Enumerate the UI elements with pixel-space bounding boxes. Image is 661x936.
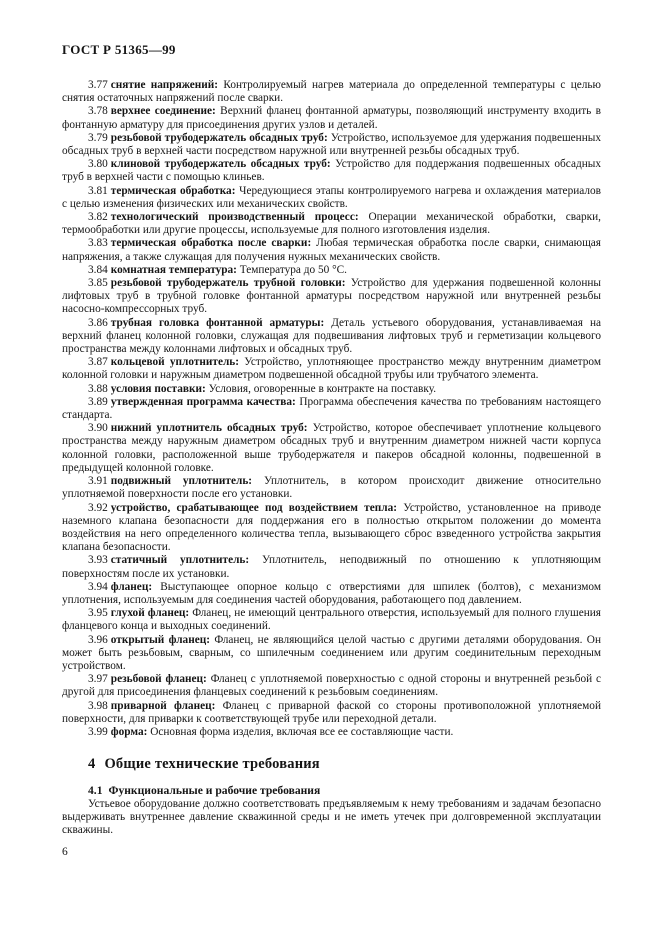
- term-number: 3.84: [88, 263, 108, 276]
- term-number: 3.91: [88, 475, 108, 488]
- term-text: Устройство, используемое для удержания подвешенных обсадных труб в верхней части посредством наружной или внутренней резьбы обсадных труб.: [62, 131, 601, 158]
- term-label: форма:: [110, 725, 148, 738]
- term-label: термическая обработка после сварки:: [110, 237, 312, 250]
- subsection-number: 4.1: [88, 784, 103, 798]
- term-label: устройство, срабатывающее под воздействием тепла:: [110, 501, 397, 514]
- term-definition: [62, 673, 601, 699]
- term-number: 3.94: [88, 580, 108, 593]
- term-definition: [62, 356, 601, 382]
- term-text: Температура до 50 °С.: [239, 263, 347, 276]
- term-number: 3.90: [88, 422, 108, 435]
- term-text: Устройство для удержания подвешенной колонны лифтовых труб в трубной головке фонтанной арматуры посредством наружной или внутренней резьбы насосно-компрессорных труб.: [62, 277, 601, 316]
- term-definition: [62, 158, 601, 184]
- terms-list: [62, 79, 601, 739]
- term-number: 3.83: [88, 237, 108, 250]
- term-number: 3.97: [88, 673, 108, 686]
- term-number: 3.85: [88, 277, 108, 290]
- term-definition: [62, 607, 601, 633]
- term-label: снятие напряжений:: [110, 79, 219, 91]
- term-definition: [62, 132, 601, 158]
- term-definition: [62, 396, 601, 422]
- term-number: 3.82: [88, 211, 108, 224]
- section-4-1-paragraph: Устьевое оборудование должно соответствовать предъявляемым к нему требованиям и задачам безопасно выдерживать внутреннее давление скважинной среды и не иметь утечек при долговременной эксплуатации скважины.: [62, 797, 601, 837]
- term-number: 3.95: [88, 607, 108, 620]
- term-text: Уплотнитель, в котором происходит движение относительно уплотняемой поверхности после его установки.: [62, 475, 602, 501]
- section-4-heading: [62, 756, 601, 773]
- document-standard-header: ГОСТ Р 51365—99: [62, 42, 176, 57]
- term-definition: [62, 79, 601, 105]
- term-label: приварной фланец:: [110, 699, 216, 712]
- term-label: утвержденная программа качества:: [110, 395, 296, 408]
- term-label: комнатная температура:: [110, 263, 237, 276]
- term-definition: [62, 211, 601, 237]
- term-text: Фланец с уплотняемой поверхностью с одной стороны и внутренней резьбой с другой для присоединения фланцевых соединений к резьбовым соединениям.: [62, 673, 602, 699]
- term-number: 3.86: [88, 316, 108, 329]
- term-text: Верхний фланец фонтанной арматуры, позволяющий инструменту входить в фонтанную арматуру для присоединения других узлов и деталей.: [62, 105, 601, 131]
- term-definition: [62, 700, 601, 726]
- term-label: термическая обработка:: [110, 184, 236, 197]
- term-label: технологический производственный процесс:: [110, 211, 359, 224]
- term-label: подвижный уплотнитель:: [110, 475, 253, 488]
- term-number: 3.79: [88, 131, 108, 144]
- term-label: кольцевой уплотнитель:: [110, 356, 240, 369]
- term-number: 3.77: [88, 79, 108, 91]
- term-definition: [62, 726, 601, 739]
- term-text: Устройство, которое обеспечивает уплотнение кольцевого пространства между наружным диаметром обсадных труб и внутренним диаметром нижней части корпуса колонной головки, расположенной выше трубодержателя и пакеров обсадной колонны, подвешенной в предыдущей колонной головке.: [62, 422, 601, 474]
- term-text: Устройство, установленное на приводе наземного клапана безопасности для поддержания его в полностью открытом положении до момента воздействия на него определенного количества тепла, вызывающего сброс взведенного устройства закрытия клапана безопасности.: [62, 501, 601, 554]
- term-number: 3.88: [88, 382, 108, 395]
- term-label: открытый фланец:: [110, 633, 210, 646]
- term-number: 3.93: [88, 554, 108, 567]
- section-4-1-subheading: [62, 784, 601, 798]
- term-text: Контролируемый нагрев материала до определенной температуры с целью снятия остаточных напряжений после сварки.: [62, 79, 601, 105]
- term-definition: [62, 502, 601, 555]
- term-label: резьбовой трубодержатель обсадных труб:: [110, 131, 328, 144]
- term-text: Чередующиеся этапы контролируемого нагрева и охлаждения материалов с целью изменения физических или механических свойств.: [62, 184, 601, 210]
- term-number: 3.87: [88, 356, 108, 369]
- term-text: Любая термическая обработка после сварки, снимающая напряжения, а также служащая для получения нужных механических свойств.: [62, 237, 601, 263]
- term-label: резьбовой трубодержатель трубной головки:: [110, 277, 346, 290]
- term-label: трубная головка фонтанной арматуры:: [110, 316, 325, 329]
- term-definition: [62, 422, 601, 475]
- term-text: Фланец, не являющийся целой частью с другими деталями оборудования. Он может быть резьбовым, сварным, со шпилечным соединением или другим соединительным переходным устройством.: [62, 633, 601, 672]
- term-label: резьбовой фланец:: [110, 673, 207, 686]
- term-label: клиновой трубодержатель обсадных труб:: [110, 158, 331, 171]
- term-definition: [62, 264, 601, 277]
- term-number: 3.96: [88, 633, 108, 646]
- page-number: 6: [62, 846, 68, 859]
- section-title: Общие технические требования: [104, 756, 320, 773]
- term-label: верхнее соединение:: [110, 105, 216, 118]
- term-number: 3.92: [88, 501, 108, 514]
- term-number: 3.81: [88, 184, 108, 197]
- term-text: Устройство для поддержания подвешенных обсадных труб в верхней части с помощью клиньев.: [62, 158, 601, 184]
- term-number: 3.98: [88, 699, 108, 712]
- term-label: глухой фланец:: [110, 607, 190, 620]
- term-label: статичный уплотнитель:: [110, 554, 250, 567]
- term-definition: [62, 105, 601, 131]
- subsection-title: Функциональные и рабочие требования: [108, 784, 321, 798]
- term-text: Фланец, не имеющий центрального отверстия, используемый для полного глушения фланцевого конца и выходных соединений.: [62, 607, 602, 633]
- term-number: 3.80: [88, 158, 108, 171]
- term-definition: [62, 277, 601, 317]
- term-definition: [62, 554, 601, 580]
- term-definition: [62, 634, 601, 674]
- term-text: Программа обеспечения качества по требованиям настоящего стандарта.: [62, 395, 601, 422]
- term-number: 3.78: [88, 105, 108, 118]
- term-definition: [62, 317, 601, 357]
- term-text: Фланец с приварной фаской со стороны противоположной уплотняемой поверхности, для приварки к соответствующей трубе или переходной детали.: [62, 699, 602, 725]
- term-definition: [62, 185, 601, 211]
- term-definition: [62, 237, 601, 263]
- term-definition: [62, 383, 601, 396]
- term-label: условия поставки:: [110, 382, 206, 395]
- term-text: Операции механической обработки, сварки, термообработки или другие процессы, используемые для полного изготовления изделия.: [62, 211, 602, 237]
- term-text: Устройство, уплотняющее пространство между внутренним диаметром колонной головки и наружным диаметром подвешенной обсадной трубы или трубчатого элемента.: [62, 356, 601, 382]
- term-number: 3.89: [88, 395, 108, 408]
- term-text: Условия, оговоренные в контракте на поставку.: [208, 382, 437, 395]
- term-definition: [62, 581, 601, 607]
- term-definition: [62, 475, 601, 501]
- term-text: Уплотнитель, неподвижный по отношению к уплотняющим поверхностям после их установки.: [62, 554, 601, 580]
- term-number: 3.99: [88, 725, 108, 738]
- term-label: фланец:: [110, 580, 153, 593]
- term-label: нижний уплотнитель обсадных труб:: [110, 422, 308, 435]
- term-text: Деталь устьевого оборудования, устанавливаемая на верхний фланец колонной головки, служащая для подвешивания лифтовых труб и герметизации кольцевого пространства между колоннами лифтовых и обсадных труб.: [62, 316, 602, 356]
- section-number: 4: [88, 756, 96, 773]
- term-text: Основная форма изделия, включая все ее составляющие части.: [150, 725, 454, 738]
- term-text: Выступающее опорное кольцо с отверстиями для шпилек (болтов), с механизмом уплотнения, используемым для соединения частей оборудования, работающего под давлением.: [62, 580, 601, 606]
